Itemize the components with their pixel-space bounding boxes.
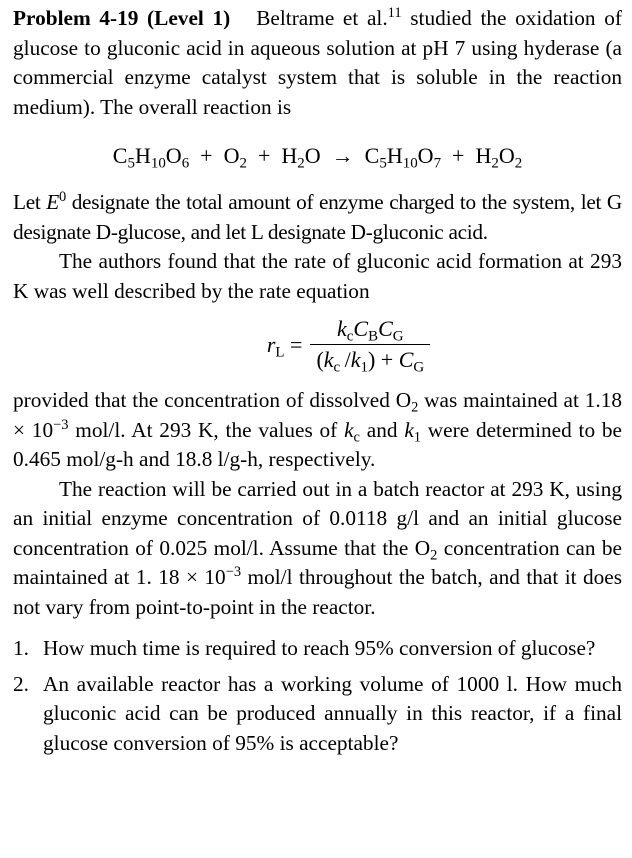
water-formula: $H_2O$ <box>281 143 321 172</box>
definitions-text-b: designate the total amount of enzyme charged to the system, let G designate <box>13 190 622 244</box>
problem-label: Problem 4-19 (Level 1) <box>13 6 231 30</box>
conc-text-a: provided that the concentration of dissolved O <box>13 388 412 412</box>
question-number: 1. <box>13 636 29 660</box>
let-text: Let <box>13 190 47 214</box>
oxygen-formula: $O_2$ <box>223 143 247 172</box>
d-prefix: D <box>95 219 111 244</box>
gluconic-acid-formula: $C_5H_{10}O_7$ <box>364 143 442 172</box>
rate-numerator: $k_cC_BC_G$ <box>337 316 404 345</box>
rate-equation <box>75 316 622 376</box>
reaction-equation: $C_5H_{10}O_6 + O_2 + H_2O \to C_5H_{10}O_7 + H_2O_2$ <box>112 143 523 172</box>
conc-text-c: mol/l. At 293 K, the values of <box>68 417 345 442</box>
question-text: How much time is required to reach 95% conversion of glucose? <box>43 636 596 660</box>
batch-paragraph: The reaction will be carried out in a batch reactor at 293 K, using an initial enzyme concentration of 0.0118 g/l and an initial glucose concentration of 0.025 mol/l. Assume that the $O_2$ concentration can be maintained at 1. $18 \times 10^{-3}$ mol/l throughout the batch, and that it does not vary from point-to-point in the reactor. <box>13 476 623 619</box>
conc-exponent: −3 <box>53 416 69 433</box>
batch-text-a: The reaction will be carried out in a batch reactor at 293 K, using an initial enzyme concentration of 0.0118 g/l and an initial glucose concentration of 0.025 mol/l. Assume that the O <box>13 476 622 560</box>
conc-text-b: was maintained at 1.18 × 10 <box>13 388 622 442</box>
glucose-formula: $C_5H_{10}O_6$ <box>112 143 190 172</box>
batch-text-c: mol/l throughout the batch, and that it does not vary from point-to-point in the reactor. <box>13 565 623 619</box>
conc-text-d: and <box>359 417 405 442</box>
enzyme-superscript: 0 <box>58 189 66 206</box>
rate-paragraph: The authors found that the rate of gluconic acid formation at 293 K was well described by the rate equation <box>13 249 622 303</box>
batch-text-b: concentration can be maintained at 1. 18 × 10 <box>13 535 622 589</box>
definitions-paragraph <box>13 188 622 247</box>
definitions-text-d: -gluconic acid. <box>365 219 488 244</box>
rate-fraction <box>310 316 430 376</box>
conc-text-e: were determined to be 0.465 mol/g-h and 18.8 l/g-h, respectively. <box>13 417 623 471</box>
definitions-text-c: -glucose, and let L designate <box>110 219 351 244</box>
question-item <box>13 634 622 664</box>
question-text: An available reactor has a working volume of 1000 l. How much gluconic acid can be produced annually in this reactor, if a final glucose conversion of 95% is acceptable? <box>43 671 622 755</box>
enzyme-symbol: E <box>46 190 59 214</box>
reaction-arrow: → <box>331 143 354 168</box>
rate-symbol: $r_L$ = <box>266 331 303 360</box>
concentration-paragraph: provided that the concentration of dissolved $O_2$ was maintained at $1.18 \times 10^{-3}$ mol/l. At 293 K, the values of $k_c$ and $k_1$ were determined to be 0.465 mol/g-h and 18.8 l/g-h, respectively. <box>13 388 623 471</box>
peroxide-formula: $H_2O_2$ <box>475 143 523 172</box>
intro-text: studied the oxidation of glucose to gluconic acid in aqueous solution at pH 7 using hyderase (a commercial enzyme catalyst system that is soluble in the reaction medium). The overall reaction is <box>13 6 622 119</box>
question-list <box>13 634 622 758</box>
problem-intro <box>13 4 622 122</box>
question-number: 2. <box>13 671 29 696</box>
question-item <box>13 670 622 759</box>
author-citation: Beltrame et al. <box>256 6 388 30</box>
d-prefix: D <box>350 219 366 244</box>
rate-denominator: ($k_c$ $/k_1) + C_G$ <box>310 344 430 373</box>
reference-number: 11 <box>387 5 402 22</box>
batch-exponent: −3 <box>225 564 242 581</box>
